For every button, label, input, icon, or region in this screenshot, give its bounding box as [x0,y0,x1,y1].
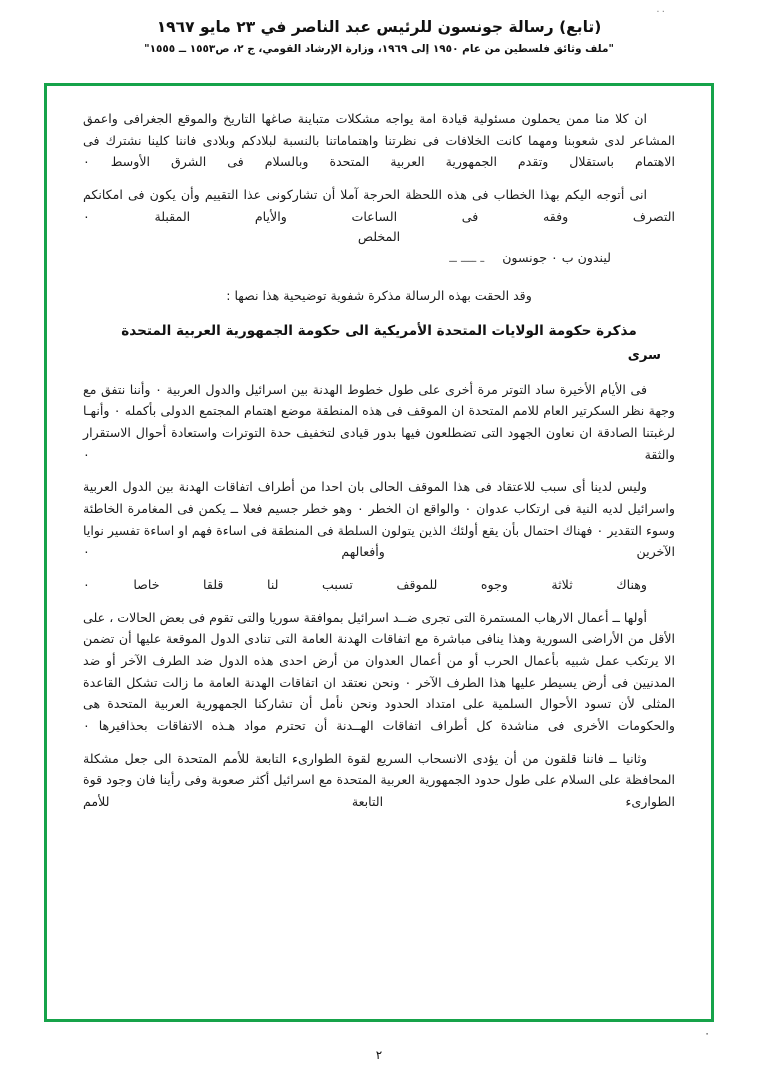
paragraph: ان كلا منا ممن يحملون مسئولية قيادة امة يواجه مشكلات متباينة صاغها التاريخ والموقع الجغرافى واعمق المشاعر لدى شعوبنا ومهما كانت الخلافات فى نظرتنا واهتماماتنا بالنسبة لبلادكم وبلادى فاننا كلينا نشترك فى الاهتمام باستقلال وتقدم الجمهورية العربية المتحدة وبالسلام فى الشرق الأوسط ٠ [83,111,675,170]
signature-text: ليندون ب ٠ جونسون [502,250,611,266]
page-number: ٢ [375,1048,383,1062]
signature-name [83,250,675,266]
memo-classification: سرى [627,347,661,363]
top-margin-mark: ٠٠ [655,6,666,17]
paragraph: وليس لدينا أى سبب للاعتقاد فى هذا الموقف الحالى بان احدا من أطراف اتفاقات الهدنة بين الدول العربية واسرائيل لديه النية فى ارتكاب عدوان ٠ والواقع ان الخطر ٠ وهو خطر جسيم فعلا ــ يكمن فى المغامرة الخاطئة وسوء التقدير ٠ فهناك احتمال بأن يقع أولئك الذين يتولون السلطة فى المنطقة فى اساءة فهم او اساءة تفسير نوايا الآخرين وأفعالهم ٠ [83,479,676,560]
header-title: (تابع) رسالة جونسون للرئيس عبد الناصر في ٢٣ مايو ١٩٦٧ [156,18,602,36]
signature-scribble: ـ ــــ ــ [449,251,485,267]
paragraph: فى الأيام الأخيرة ساد التوتر مرة أخرى على طول خطوط الهدنة بين اسرائيل والدول العربية ٠ وأننا نتفق مع وجهة نظر السكرتير العام للامم المتحدة ان الموقف فى هذه المنطقة موضع اهتمام المجتمع الدولى بأكمله ٠ وأنهـا لرغبتنا الصادقة ان نعاون الجهود التى تضطلعون فيها بدور قيادى لتخفيف حدة التوترات واستعادة أحوال الاستقرار والثقة ٠ [83,381,675,462]
attachment-note: وقد الحقت بهذه الرسالة مذكرة شفوية توضيحية هذا نصها : [226,288,532,304]
page-header [0,0,758,55]
paragraph: وثانيا ــ فاننا قلقون من أن يؤدى الانسحاب السريع لقوة الطوارىء التابعة للأمم المتحدة الى جعل مشكلة المحافظة على السلام على طول حدود الجمهورية العربية المتحدة مع اسرائيل أكثر صعوبة وفى رأينا فان وجود قوة الطوارىء التابعة للأمم [83,750,675,809]
header-source-citation: "ملف وثائق فلسطين من عام ١٩٥٠ إلى ١٩٦٩، وزارة الإرشاد القومي، ج ٢، ص١٥٥٣ ــ ١٥٥٥" [144,43,614,55]
paragraph: انى أتوجه اليكم بهذا الخطاب فى هذه اللحظة الحرجة آملا أن تشاركونى عذا التقييم وأن يكون فى امكانكم التصرف وفقه فى الساعات والأيام المقبلة ٠ [83,186,675,224]
content-body [47,86,711,1019]
content-frame [44,83,714,1022]
bottom-margin-mark: ٠ [704,1027,710,1040]
paragraph: وهناك ثلاثة وجوه للموقف تسبب لنا قلقا خاصا ٠ [83,577,647,592]
paragraph: أولها ــ أعمال الارهاب المستمرة التى تجرى ضــد اسرائيل بموافقة سوريا والتى تقوم فى بعض الحالات ، على الأقل من الأراضى السورية وهذا ينافى مباشرة مع اتفاقات الهدنة العامة التى تنادى الدول الموقعة عليها أن تضمن الا يرتكب عمل شبيه بأعمال الحرب أو من أعمال العدوان من أرض احدى هذه الدول ضد الطرف الآخر أو ضد المدنيين فى أرض يسيطر عليها هذا الطرف الآخر ٠ ونحن نعتقد ان اتفاقات الهدنة العامة ما زالت تشكل القاعدة المثلى لأن تسود الأحوال السلمية على امتداد الحدود ونحن نأمل أن تشاركنا الجمهورية العربية المتحدة هى والحكومات الأخرى فى مناشدة كل أطراف اتفاقات الهــدنة أن تحترم مواد هـذه الاتفاقات بحذافيرها ٠ [83,609,675,733]
memo-title: مذكرة حكومة الولايات المتحدة الأمريكية الى حكومة الجمهورية العربية المتحدة [121,323,637,340]
closing-line: المخلص [357,229,401,245]
